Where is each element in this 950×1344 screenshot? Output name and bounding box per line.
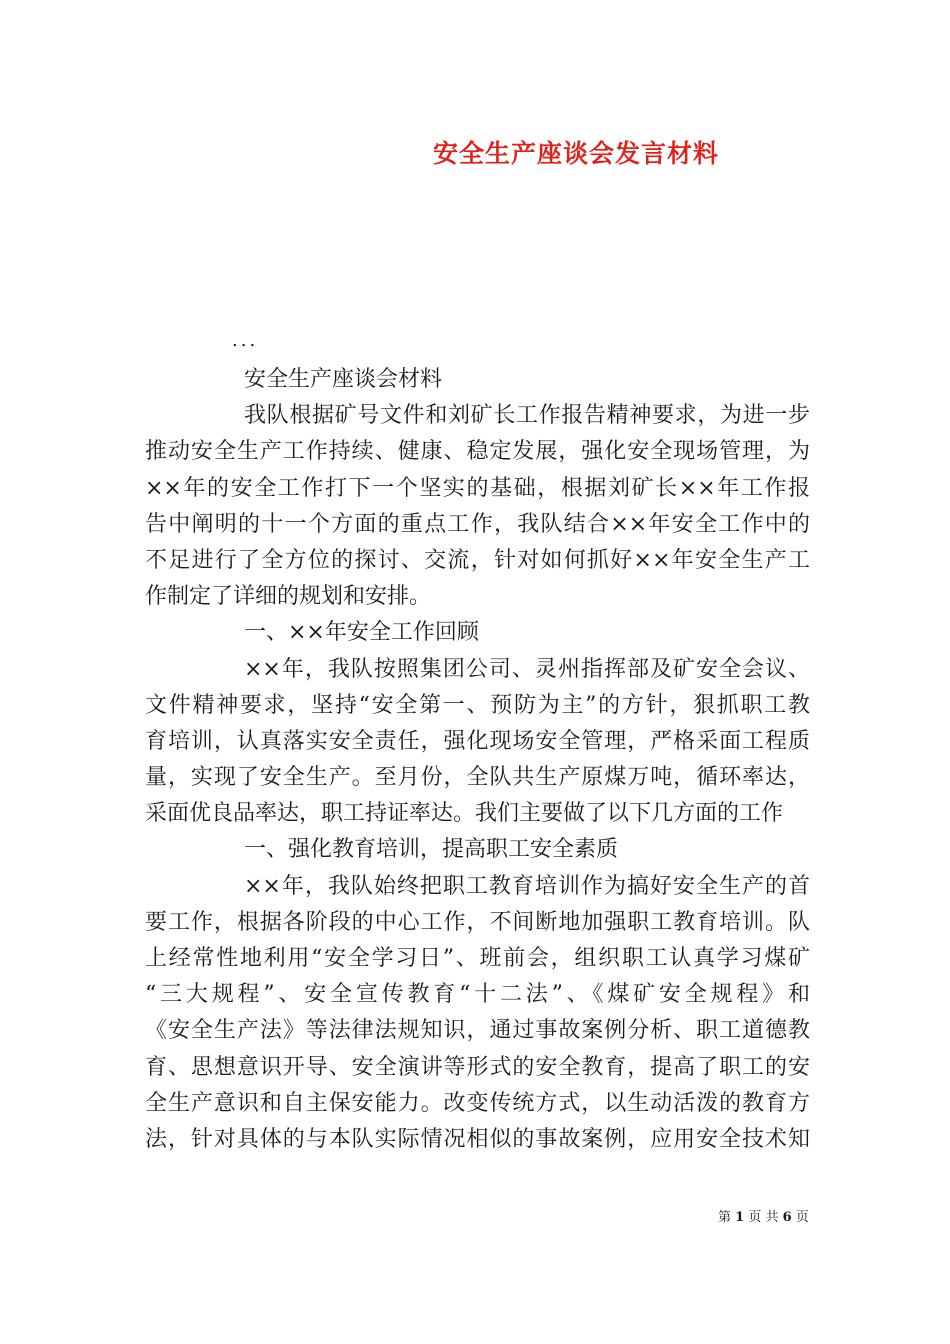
section-heading: 一、强化教育培训，提高职工安全素质 [244, 837, 619, 863]
paragraph-line: 作制定了详细的规划和安排。 [145, 584, 432, 610]
page-footer [718, 1206, 809, 1225]
paragraph-line: 育、思想意识开导、安全演讲等形式的安全教育，提高了职工的安 [145, 1054, 810, 1080]
subtitle-line: 安全生产座谈会材料 [244, 367, 443, 392]
paragraph-line: 《安全生产法》等法律法规知识，通过事故案例分析、职工道德教 [145, 1018, 810, 1044]
section-heading: 一、××年安全工作回顾 [244, 620, 479, 646]
footer-suffix: 页 [795, 1210, 809, 1225]
ellipsis-marker: ... [232, 330, 259, 351]
paragraph-line: 量，实现了安全生产。至月份，全队共生产原煤万吨，循环率达， [145, 765, 810, 791]
paragraph-line: 文件精神要求，坚持“安全第一、预防为主”的方针，狠抓职工教 [145, 692, 810, 718]
paragraph-line: 育培训，认真落实安全责任，强化现场安全管理，严格采面工程质 [145, 728, 810, 754]
paragraph-line: “三大规程”、安全宣传教育“十二法”、《煤矿安全规程》和 [145, 982, 810, 1008]
paragraph-line: 不足进行了全方位的探讨、交流，针对如何抓好××年安全生产工 [145, 547, 810, 573]
document-title: 安全生产座谈会发言材料 [433, 139, 720, 168]
paragraph-line: 我队根据矿号文件和刘矿长工作报告精神要求，为进一步 [244, 403, 810, 429]
paragraph-line: 上经常性地利用“安全学习日”、班前会，组织职工认真学习煤矿 [145, 946, 810, 971]
footer-middle: 页 共 [748, 1210, 779, 1225]
paragraph-line: ××年，我队始终把职工教育培训作为搞好安全生产的首 [244, 873, 810, 899]
paragraph-line: 采面优良品率达，职工持证率达。我们主要做了以下几方面的工作 [145, 801, 784, 827]
paragraph-line: ××年的安全工作打下一个坚实的基础，根据刘矿长××年工作报 [145, 475, 810, 501]
paragraph-line: 法，针对具体的与本队实际情况相似的事故案例，应用安全技术知 [145, 1126, 810, 1152]
paragraph-line: 告中阐明的十一个方面的重点工作，我队结合××年安全工作中的 [145, 511, 810, 537]
document-body [145, 362, 810, 1158]
current-page-number: 1 [735, 1210, 745, 1225]
paragraph-line: ××年，我队按照集团公司、灵州指挥部及矿安全会议、 [244, 656, 810, 682]
paragraph-line: 要工作，根据各阶段的中心工作，不间断地加强职工教育培训。队 [145, 909, 810, 935]
paragraph-line: 全生产意识和自主保安能力。改变传统方式，以生动活泼的教育方 [145, 1090, 810, 1116]
total-pages-number: 6 [782, 1210, 792, 1225]
paragraph-line: 推动安全生产工作持续、健康、稳定发展，强化安全现场管理，为 [145, 439, 810, 465]
footer-prefix: 第 [718, 1210, 732, 1225]
